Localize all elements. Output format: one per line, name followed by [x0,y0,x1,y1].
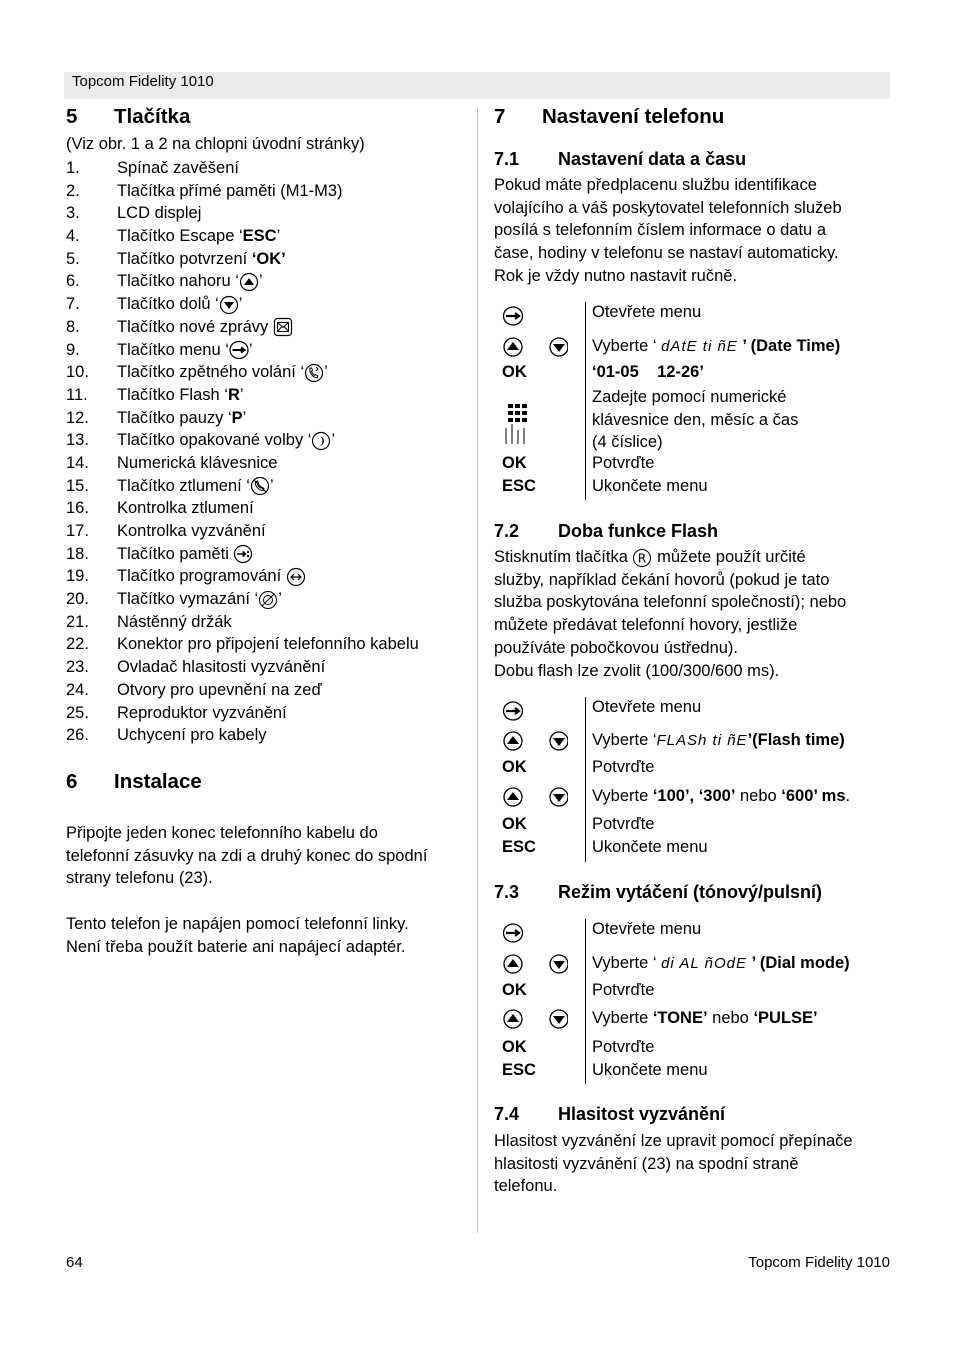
keypad-icon [502,402,530,451]
install-paragraph-2: Tento telefon je napájen pomocí telefonní linky. Není třeba použít baterie ani napájecí adaptér. [66,915,409,956]
redial-icon [311,431,331,451]
item-number: 2. [66,181,80,200]
section-6-heading: 6 Instalace [66,770,202,793]
item-number: 4. [66,227,80,246]
menu-key-icon [502,305,526,332]
item-number: 3. [66,204,80,223]
button-list-item [66,270,419,293]
item-number: 13. [66,431,89,450]
item-suffix: ’ [278,590,282,609]
menu-key-icon [502,700,526,727]
section-7-2-heading: 7.2 Doba funkce Flash [494,521,719,541]
item-number: 19. [66,567,89,586]
item-number: 9. [66,340,80,359]
item-label: Nástěnný držák [117,612,232,631]
mute-icon [250,476,270,496]
up-down-icon [502,1009,568,1036]
item-number: 17. [66,522,89,540]
item-number: 1. [66,159,80,177]
button-list-item [66,611,419,634]
item-suffix: ’ [276,227,281,246]
item-label: Reproduktor vyzvánění [117,703,287,722]
button-list-item [66,180,419,203]
item-number: 15. [66,476,89,495]
item-number: 22. [66,635,89,654]
item-label: Tlačítka přímé paměti (M1-M3) [117,181,343,200]
button-list-item [66,361,419,384]
button-list-item [66,248,419,271]
item-key: R [227,385,240,404]
item-label: Otvory pro upevnění na zeď [117,680,322,699]
item-number: 23. [66,658,89,677]
section-7-4-text: Hlasitost vyzvánění lze upravit pomocí přepínače hlasitosti vyzvánění (23) na spodní straně telefonu. [494,1132,853,1196]
item-label: Kontrolka ztlumení [117,499,254,518]
button-list-item [66,316,419,339]
item-number: 24. [66,680,89,699]
envelope-icon [273,317,293,337]
item-key: P [231,408,243,427]
column-divider [477,108,478,1233]
item-suffix: ’ [239,385,244,404]
item-number: 25. [66,703,89,722]
item-number: 5. [66,249,80,268]
item-label: Tlačítko nahoru ‘ [117,272,239,291]
item-suffix: ’ [324,363,328,382]
header-title: Topcom Fidelity 1010 [72,73,214,90]
item-key: ‘OK’ [251,249,286,268]
section-5-intro: (Viz obr. 1 a 2 na chlopni úvodní stránky) [66,135,365,153]
button-list-item [66,633,419,656]
item-label: Tlačítko potvrzení [117,249,252,268]
section-7-2-text: Stisknutím tlačítka R můžete použít určité služby, například čekání hovorů (pokud je tato služba poskytována telefonní společností); nebo můžete předávat telefonní hovory, jestliže používáte pobočkovou ústřednu). Dobu flash lze zvolit (100/300/600 ms). [494,548,847,680]
item-label: Tlačítko pauzy ‘ [117,408,232,427]
item-number: 8. [66,317,80,336]
button-list-item [66,497,419,520]
button-list [66,157,419,747]
button-list-item [66,520,419,543]
item-number: 20. [66,590,89,609]
program-icon [286,567,306,587]
callback-icon [304,363,324,383]
button-list-item [66,293,419,316]
table-7-2-line [585,697,586,862]
item-label: Tlačítko ztlumení ‘ [117,476,250,495]
item-label: Numerická klávesnice [117,453,278,472]
item-label: Tlačítko vymazání ‘ [117,590,259,609]
up-down-icon [502,337,568,364]
item-suffix: ’ [258,272,263,291]
memory-icon [233,544,253,564]
button-list-item [66,475,419,498]
item-suffix: ’ [248,340,253,359]
page-number: 64 [66,1254,83,1271]
section-7-1-heading: 7.1 Nastavení data a času [494,149,747,169]
item-number: 11. [66,385,88,404]
up-down-icon [502,787,568,814]
install-paragraph-1: Připojte jeden konec telefonního kabelu do telefonní zásuvky na zdi a druhý konec do spodní strany telefonu (23). [66,824,428,888]
item-label: LCD displej [117,204,202,223]
item-suffix: ’ [269,476,274,495]
item-suffix: ’ [242,408,247,427]
item-number: 7. [66,295,80,314]
section-5-heading: 5 Tlačítka [66,105,191,128]
section-7-heading: 7 Nastavení telefonu [494,105,725,128]
up-down-icon [502,731,568,758]
button-list-item [66,702,419,725]
menu-key-icon [229,340,249,360]
item-number: 14. [66,453,89,472]
button-list-item [66,384,419,407]
item-number: 10. [66,363,89,382]
button-list-item [66,157,419,180]
button-list-item [66,565,419,588]
item-number: 18. [66,544,89,563]
section-7-1-text: Pokud máte předplacenu službu identifikace volajícího a váš poskytovatel telefonních služeb posílá s telefonním číslem informace o datu a čase, hodiny v telefonu se nastaví automaticky. Rok je vždy nutno nastavit ručně. [494,176,842,285]
up-down-icon [502,954,568,981]
menu-key-icon [502,922,526,949]
button-list-item [66,679,419,702]
item-label: Spínač zavěšení [117,159,239,177]
down-icon [219,295,239,315]
item-label: Tlačítko Flash ‘ [117,385,228,404]
item-label: Konektor pro připojení telefonního kabelu [117,635,419,654]
item-number: 26. [66,726,89,745]
item-label: Tlačítko nové zprávy [117,317,273,336]
button-list-item [66,543,419,566]
item-key: ESC [242,227,277,246]
button-list-item [66,588,419,611]
table-7-1-line [585,302,586,500]
up-icon [239,272,259,292]
item-suffix: ’ [331,431,336,450]
item-number: 21. [66,612,89,631]
button-list-item [66,225,419,248]
item-label: Tlačítko paměti [117,544,234,563]
table-7-3-line [585,919,586,1084]
button-list-item [66,452,419,475]
item-label: Kontrolka vyzvánění [117,522,266,540]
item-label: Tlačítko zpětného volání ‘ [117,363,305,382]
item-number: 12. [66,408,89,427]
button-list-item [66,656,419,679]
section-7-3-heading: 7.3 Režim vytáčení (tónový/pulsní) [494,882,823,902]
button-list-item [66,202,419,225]
button-list-item [66,429,419,452]
button-list-item [66,339,419,362]
section-7-4-heading: 7.4 Hlasitost vyzvánění [494,1104,726,1124]
footer-title: Topcom Fidelity 1010 [748,1254,890,1271]
item-label: Tlačítko opakované volby ‘ [117,431,312,450]
item-label: Ovladač hlasitosti vyzvánění [117,658,326,677]
item-number: 16. [66,499,89,518]
item-label: Tlačítko menu ‘ [117,340,229,359]
page-header [64,72,890,99]
item-label: Tlačítko Escape ‘ [117,227,243,246]
item-suffix: ’ [238,295,243,314]
button-list-item [66,724,419,747]
item-label: Tlačítko dolů ‘ [117,295,219,314]
item-number: 6. [66,272,80,291]
svg-text:R: R [638,551,647,566]
item-label: Uchycení pro kabely [117,726,267,745]
delete-icon [258,590,278,610]
button-list-item [66,407,419,430]
r-button-icon [632,548,652,568]
item-label: Tlačítko programování [117,567,286,586]
